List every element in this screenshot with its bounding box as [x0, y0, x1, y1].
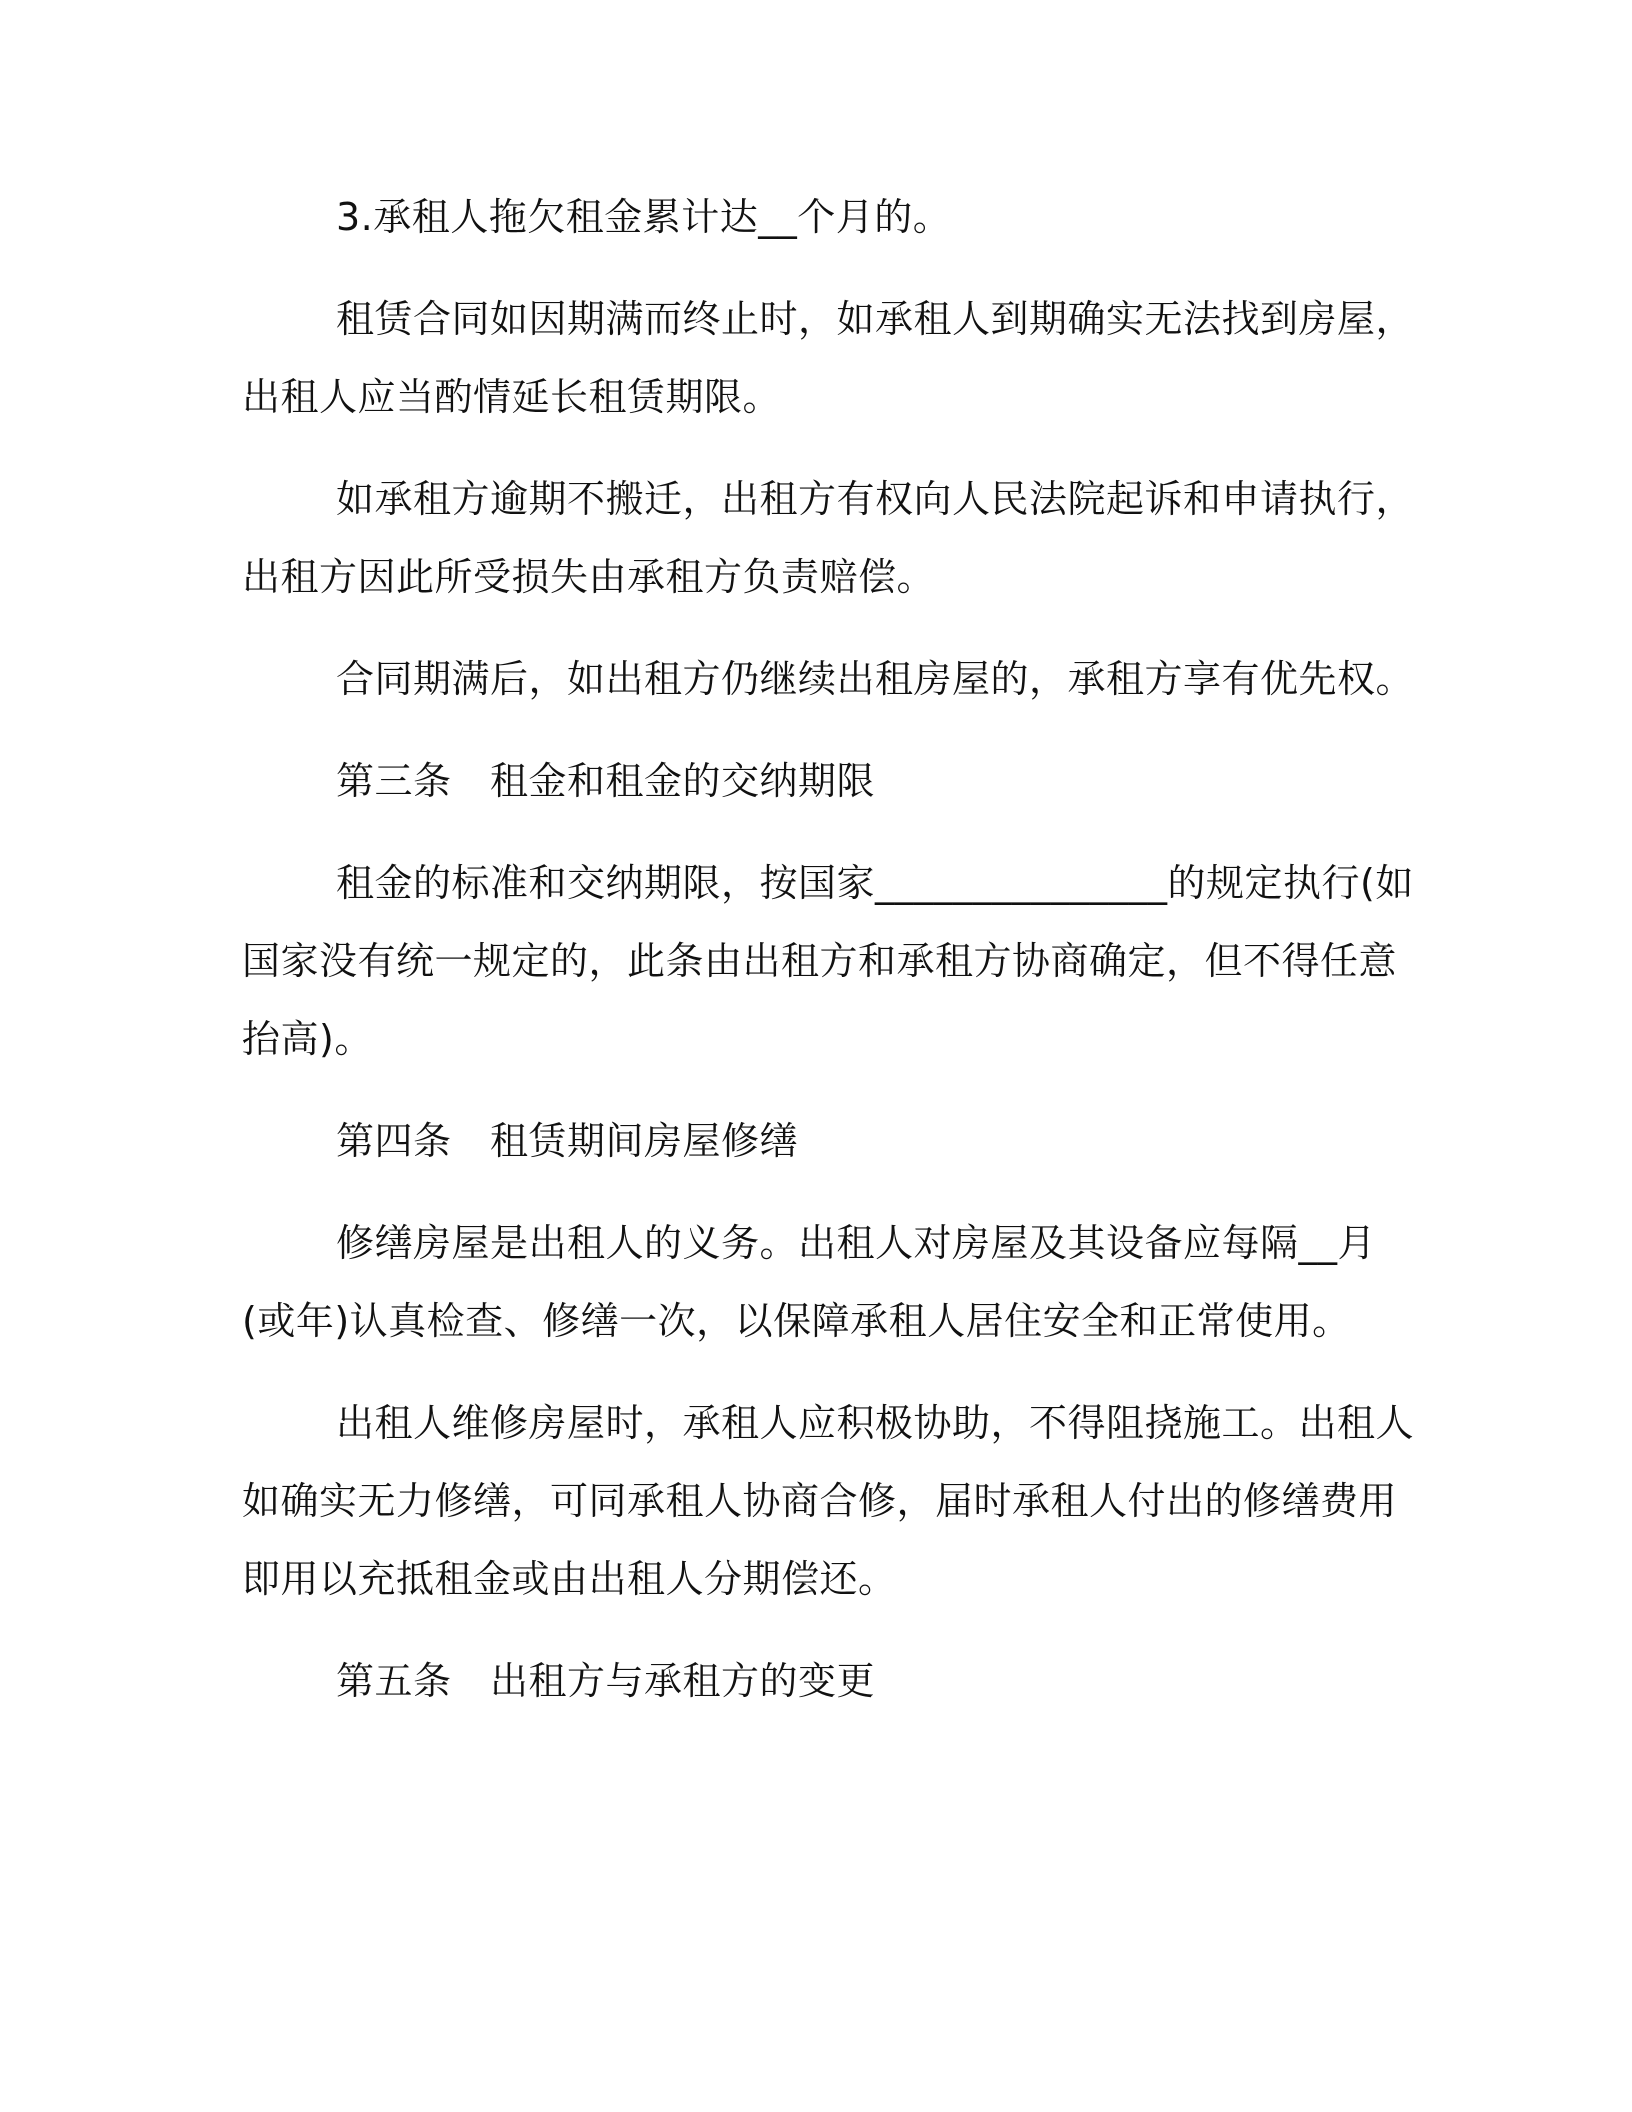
paragraph-line: 出租人应当酌情延长租赁期限。 — [242, 375, 782, 419]
paragraph-repair-duty — [242, 1204, 1382, 1360]
paragraph-arrears — [242, 178, 1382, 256]
paragraph-repair-cooperation — [242, 1384, 1415, 1618]
paragraph-line: 租赁合同如因期满而终止时，如承租人到期确实无法找到房屋， — [336, 297, 1415, 341]
paragraph-line: 抬高)。 — [242, 1017, 373, 1061]
paragraph-expiry-extension — [242, 280, 1415, 436]
paragraph-line: 即用以充抵租金或由出租人分期偿还。 — [242, 1557, 897, 1601]
paragraph-line: 出租人维修房屋时，承租人应积极协助，不得阻挠施工。出租人 — [336, 1401, 1415, 1445]
paragraph-line: 如确实无力修缮，可同承租人协商合修，届时承租人付出的修缮费用 — [242, 1479, 1398, 1523]
heading-article-4: 第四条 租赁期间房屋修缮 — [336, 1119, 799, 1163]
paragraph-line: 修缮房屋是出租人的义务。出租人对房屋及其设备应每隔__月 — [336, 1221, 1377, 1265]
paragraph-line: 国家没有统一规定的，此条由出租方和承租方协商确定，但不得任意 — [242, 939, 1398, 983]
paragraph-line: (或年)认真检查、修缮一次，以保障承租人居住安全和正常使用。 — [242, 1299, 1351, 1343]
paragraph-rent-standard — [242, 844, 1414, 1078]
paragraph-line: 租金的标准和交纳期限，按国家_______________的规定执行(如 — [336, 861, 1414, 905]
heading-article-5: 第五条 出租方与承租方的变更 — [336, 1659, 876, 1703]
paragraph-line: 3.承租人拖欠租金累计达__个月的。 — [336, 195, 952, 239]
paragraph-line: 出租方因此所受损失由承租方负责赔偿。 — [242, 555, 936, 599]
paragraph-priority-right — [242, 640, 1415, 718]
paragraph-line: 合同期满后，如出租方仍继续出租房屋的，承租方享有优先权。 — [336, 657, 1415, 701]
paragraph-overdue-move — [242, 460, 1415, 616]
paragraph-line: 如承租方逾期不搬迁，出租方有权向人民法院起诉和申请执行， — [336, 477, 1415, 521]
heading-article-3: 第三条 租金和租金的交纳期限 — [336, 759, 876, 803]
